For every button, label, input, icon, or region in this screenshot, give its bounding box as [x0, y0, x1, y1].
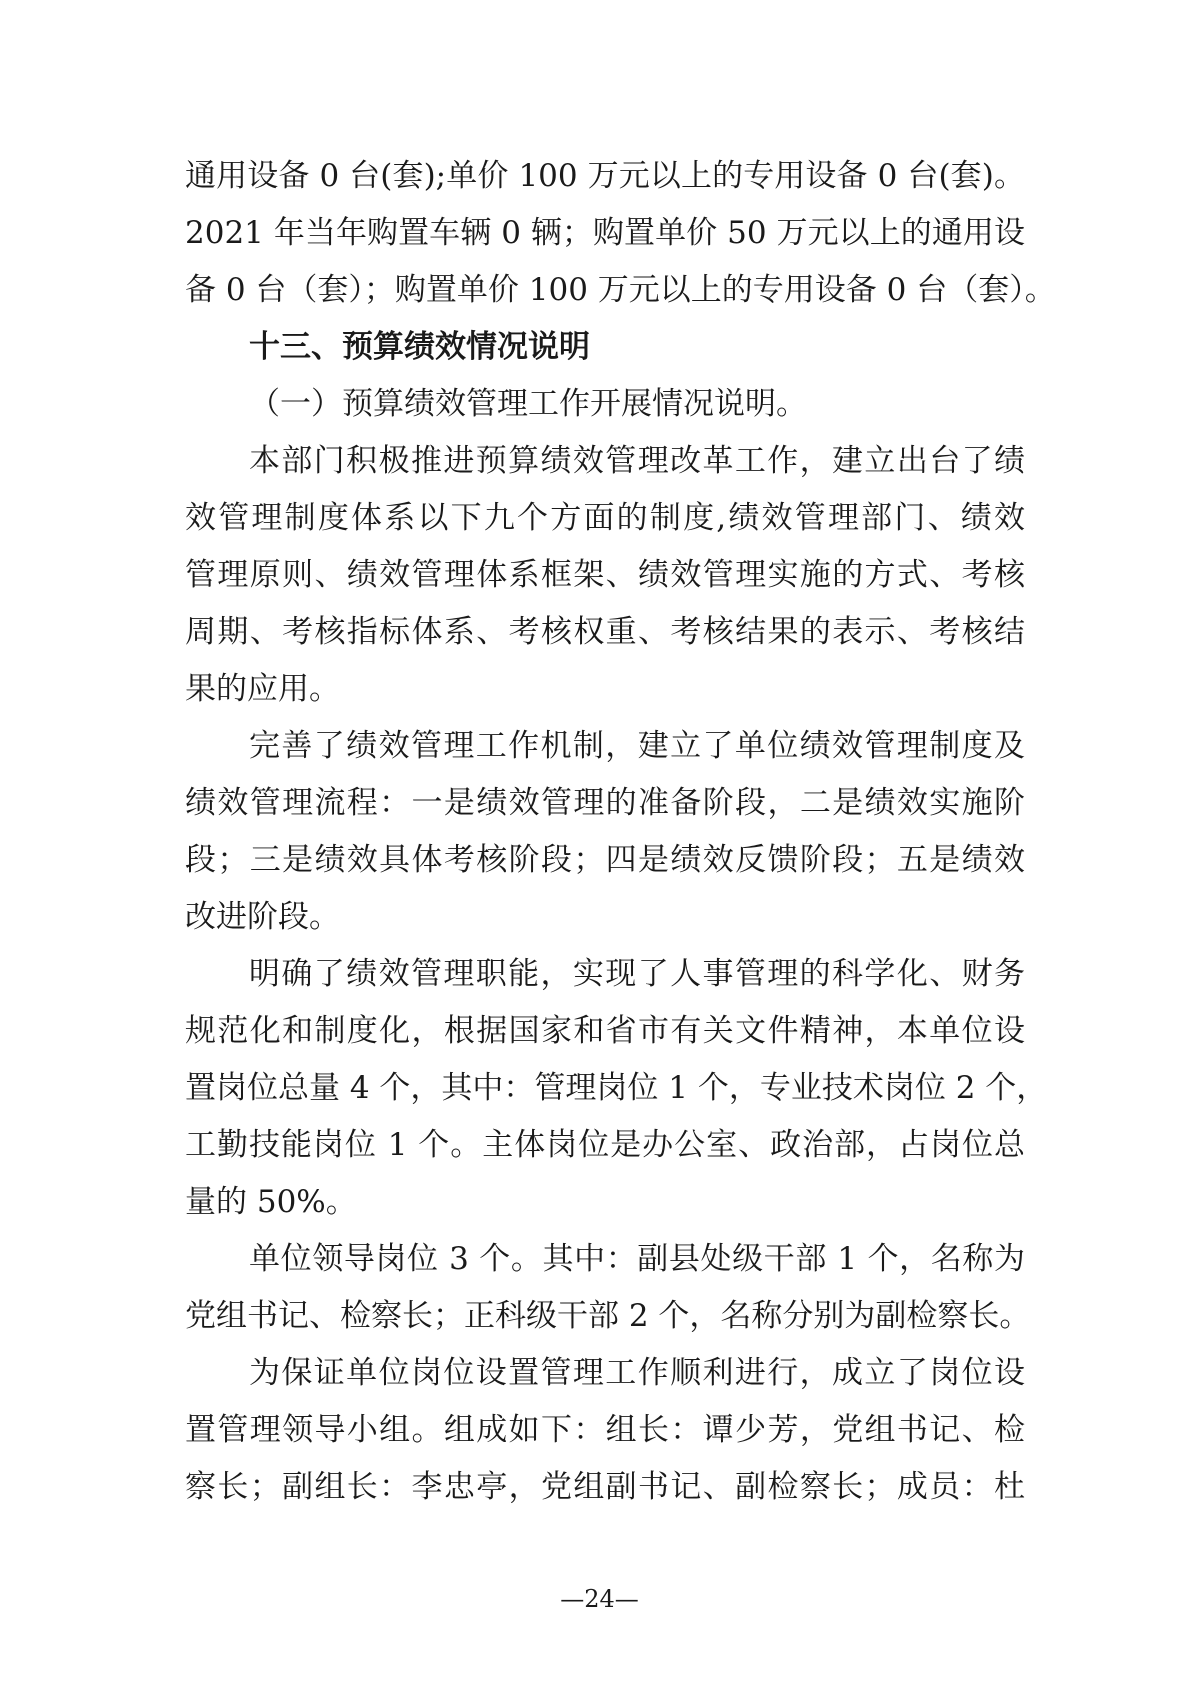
body-line: 置管理领导小组。组成如下：组长：谭少芳，党组书记、检	[185, 1412, 1025, 1448]
body-line: 党组书记、检察长；正科级干部 2 个，名称分别为副检察长。	[185, 1298, 1031, 1334]
body-line: 周期、考核指标体系、考核权重、考核结果的表示、考核结	[185, 614, 1025, 650]
body-line: 段；三是绩效具体考核阶段；四是绩效反馈阶段；五是绩效	[185, 842, 1025, 878]
body-line: 完善了绩效管理工作机制，建立了单位绩效管理制度及	[249, 728, 1025, 764]
body-line: 备 0 台（套）；购置单价 100 万元以上的专用设备 0 台（套）。	[185, 272, 1056, 308]
body-line: 2021 年当年购置车辆 0 辆；购置单价 50 万元以上的通用设	[185, 215, 1025, 251]
body-line: 明确了绩效管理职能，实现了人事管理的科学化、财务	[249, 956, 1025, 992]
body-line: 规范化和制度化，根据国家和省市有关文件精神，本单位设	[185, 1013, 1025, 1049]
body-line: 效管理制度体系以下九个方面的制度,绩效管理部门、绩效	[185, 500, 1025, 536]
body-line: 单位领导岗位 3 个。其中：副县处级干部 1 个，名称为	[249, 1241, 1025, 1277]
body-line: 本部门积极推进预算绩效管理改革工作，建立出台了绩	[249, 443, 1025, 479]
body-line: 改进阶段。	[185, 899, 340, 935]
subsection-heading: （一）预算绩效管理工作开展情况说明。	[249, 386, 807, 422]
page-number: —24—	[560, 1585, 639, 1613]
section-heading: 十三、预算绩效情况说明	[249, 329, 590, 365]
body-line: 绩效管理流程：一是绩效管理的准备阶段，二是绩效实施阶	[185, 785, 1025, 821]
body-line: 为保证单位岗位设置管理工作顺利进行，成立了岗位设	[249, 1355, 1025, 1391]
document-body	[185, 148, 1056, 1516]
body-line: 果的应用。	[185, 671, 340, 707]
body-line: 管理原则、绩效管理体系框架、绩效管理实施的方式、考核	[185, 557, 1025, 593]
body-line: 量的 50%。	[185, 1184, 357, 1220]
body-line: 察长；副组长：李忠亭，党组副书记、副检察长；成员：杜	[185, 1469, 1025, 1505]
body-line: 工勤技能岗位 1 个。主体岗位是办公室、政治部，占岗位总	[185, 1127, 1025, 1163]
body-line: 通用设备 0 台(套);单价 100 万元以上的专用设备 0 台(套)。	[185, 158, 1025, 194]
body-line: 置岗位总量 4 个，其中：管理岗位 1 个，专业技术岗位 2 个，	[185, 1070, 1048, 1106]
